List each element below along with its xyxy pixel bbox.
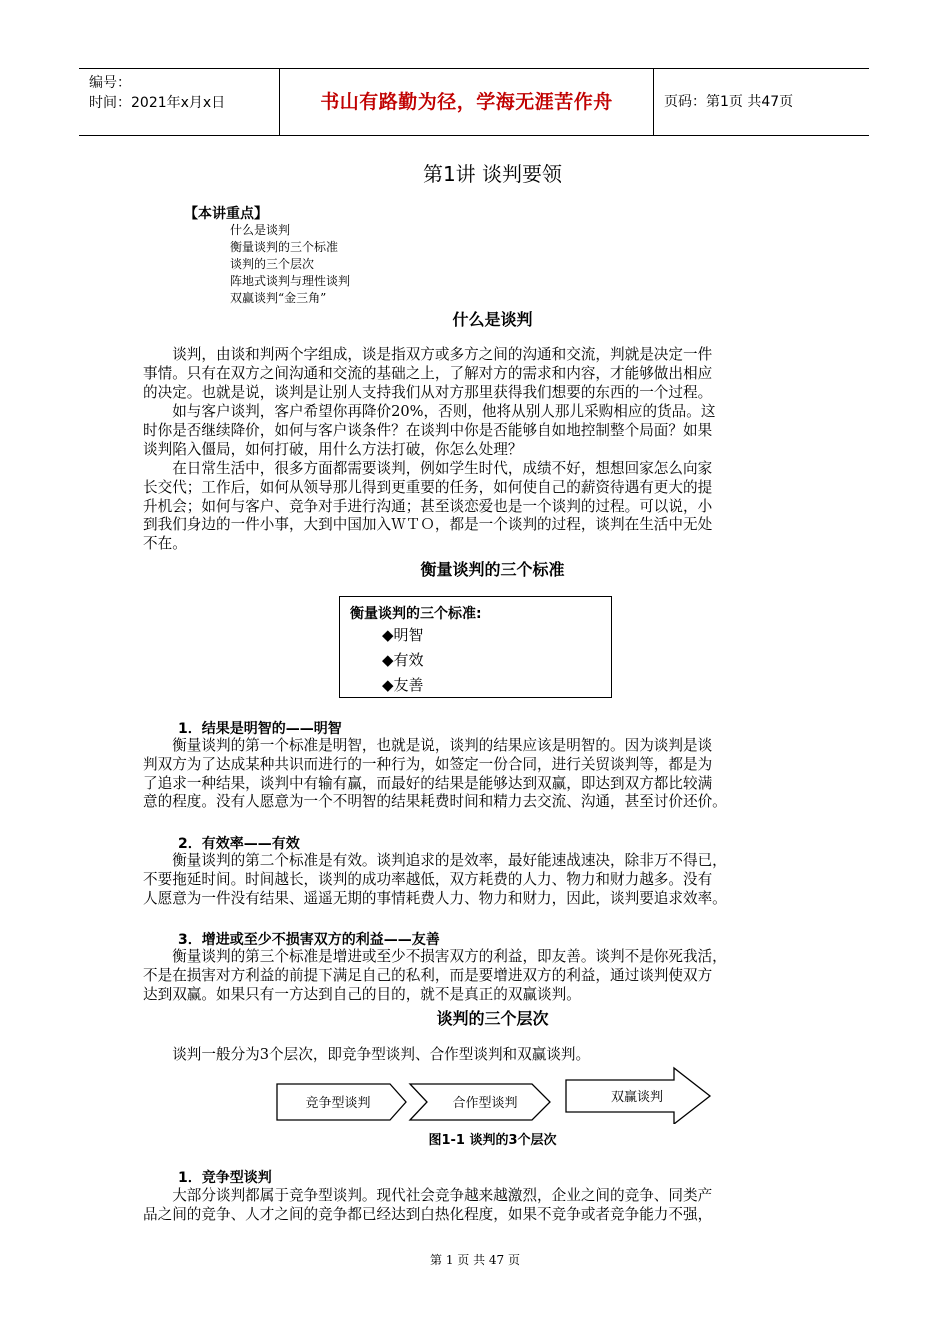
paragraph — [143, 1046, 808, 1065]
section-heading-three-standards: 衡量谈判的三个标准 — [420, 560, 565, 579]
header-motto-cell — [280, 69, 654, 135]
text-line: 的决定。也就是说，谈判是让别人支持我们从对方那里获得我们想要的东西的一个过程。 — [143, 383, 713, 401]
level-label: 合作型谈判 — [452, 1096, 518, 1111]
paragraph — [143, 460, 808, 554]
standards-box-item: ◆明智 — [382, 626, 424, 644]
page-label: 页码：第1页 共47页 — [664, 94, 794, 110]
text-line: 不是在损害对方利益的前提下满足自己的私利，而是要增进双方的利益，通过谈判使双方 — [143, 966, 713, 984]
key-point-item: 双赢谈判“金三角” — [230, 291, 327, 305]
paragraph — [143, 852, 808, 908]
text-line: 谈判，由谈和判两个字组成，谈是指双方或多方之间的沟通和交流，判就是决定一件 — [172, 346, 713, 363]
text-line: 判双方为了达成某种共识而进行的一种行为，如签定一份合同，进行关贸谈判等，都是为 — [143, 755, 713, 773]
level-label: 竞争型谈判 — [305, 1096, 371, 1111]
key-point-item: 什么是谈判 — [230, 223, 291, 237]
page-footer: 第 1 页 共 47 页 — [430, 1253, 520, 1267]
time-label: 时间：2021年x月x日 — [89, 95, 226, 111]
text-line: 在日常生活中，很多方面都需要谈判，例如学生时代，成绩不好，想想回家怎么向家 — [172, 460, 713, 477]
text-line: 不要拖延时间。时间越长，谈判的成功率越低，双方耗费的人力、物力和财力越多。没有 — [143, 870, 713, 888]
page-header — [79, 68, 869, 136]
key-point-item: 谈判的三个层次 — [230, 257, 315, 271]
paragraph — [143, 1187, 808, 1225]
text-line: 衡量谈判的第三个标准是增进或至少不损害双方的利益，即友善。谈判不是你死我活， — [172, 948, 727, 965]
standards-box — [339, 596, 612, 698]
key-points-list — [230, 222, 350, 307]
subheading: 1．结果是明智的——明智 — [178, 721, 342, 737]
text-line: 意的程度。没有人愿意为一个不明智的结果耗费时间和精力去交流、沟通，甚至讨价还价。 — [143, 793, 727, 811]
subheading: 2．有效率——有效 — [178, 836, 300, 852]
key-point-item: 衡量谈判的三个标准 — [230, 240, 339, 254]
subheading: 1．竞争型谈判 — [178, 1170, 272, 1186]
header-page-cell — [654, 69, 869, 135]
key-point-item: 阵地式谈判与理性谈判 — [230, 274, 351, 288]
text-line: 时你是否继续降价，如何与客户谈条件？在谈判中你是否能够自如地控制整个局面？如果 — [143, 421, 713, 439]
text-line: 了追求一种结果，谈判中有输有赢，而最好的结果是能够达到双赢，即达到双方都比较满 — [143, 774, 713, 792]
standards-box-item: ◆友善 — [382, 676, 424, 694]
section-heading-three-levels: 谈判的三个层次 — [436, 1009, 549, 1028]
text-line: 品之间的竞争、人才之间的竞争都已经达到白热化程度，如果不竞争或者竞争能力不强， — [143, 1205, 713, 1223]
section-heading-what-is-negotiation: 什么是谈判 — [452, 310, 533, 329]
level-label: 双赢谈判 — [610, 1090, 664, 1105]
text-line: 如与客户谈判，客户希望你再降价20%，否则，他将从别人那儿采购相应的货品。这 — [172, 403, 716, 420]
text-line: 长交代；工作后，如何从领导那儿得到更重要的任务，如何使自己的薪资待遇有更大的提 — [143, 478, 713, 496]
text-line: 大部分谈判都属于竞争型谈判。现代社会竞争越来越激烈，企业之间的竞争、同类产 — [172, 1187, 713, 1204]
text-line: 升机会；如何与客户、竞争对手进行沟通；甚至谈恋爱也是一个谈判的过程。可以说，小 — [143, 497, 713, 515]
figure-caption: 图1-1 谈判的3个层次 — [428, 1133, 557, 1148]
text-line: 衡量谈判的第二个标准是有效。谈判追求的是效率，最好能速战速决，除非万不得已， — [172, 852, 727, 869]
levels-figure — [270, 1064, 720, 1124]
paragraph — [143, 948, 808, 1004]
text-line: 到我们身边的一件小事，大到中国加入ＷＴＯ，都是一个谈判的过程，谈判在生活中无处 — [143, 516, 713, 534]
lecture-title: 第1讲 谈判要领 — [422, 162, 563, 186]
text-line: 人愿意为一件没有结果、遥遥无期的事情耗费人力、物力和财力，因此，谈判要追求效率。 — [143, 889, 727, 907]
number-label: 编号： — [89, 75, 131, 91]
header-meta-cell — [79, 69, 280, 135]
standards-box-item: ◆有效 — [382, 651, 424, 669]
text-line: 谈判陷入僵局，如何打破，用什么方法打破，你怎么处理？ — [143, 440, 523, 458]
text-line: 达到双赢。如果只有一方达到自己的目的，就不是真正的双赢谈判。 — [143, 985, 581, 1003]
motto: 书山有路勤为径，学海无涯苦作舟 — [320, 91, 613, 113]
paragraph — [143, 346, 808, 402]
paragraph — [143, 737, 808, 812]
paragraph — [143, 403, 808, 459]
text-line: 衡量谈判的第一个标准是明智，也就是说，谈判的结果应该是明智的。因为谈判是谈 — [172, 737, 713, 754]
standards-box-title: 衡量谈判的三个标准: — [350, 606, 482, 622]
text-line: 不在。 — [143, 535, 187, 553]
text-line: 谈判一般分为3个层次，即竞争型谈判、合作型谈判和双赢谈判。 — [172, 1046, 591, 1063]
key-points-heading: 【本讲重点】 — [184, 206, 268, 222]
text-line: 事情。只有在双方之间沟通和交流的基础之上，了解对方的需求和内容，才能够做出相应 — [143, 364, 713, 382]
subheading: 3．增进或至少不损害双方的利益——友善 — [178, 932, 440, 948]
